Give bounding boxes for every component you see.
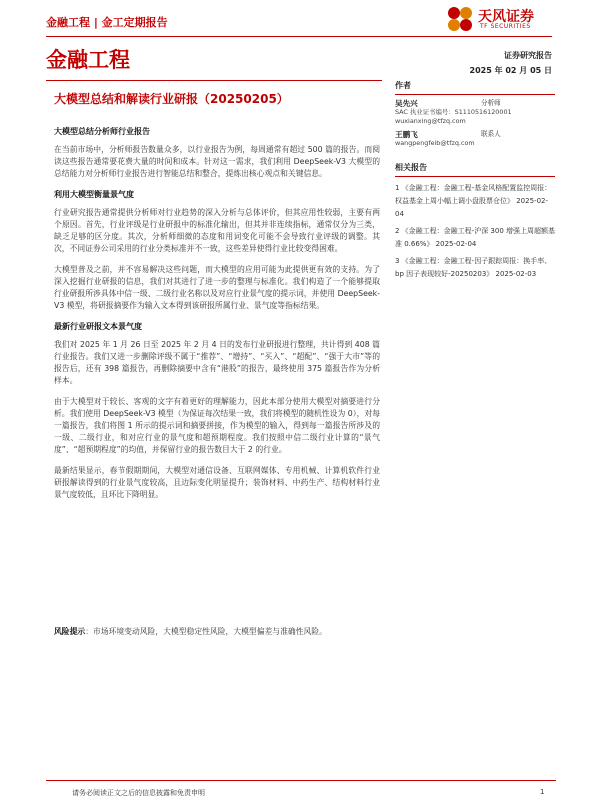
paragraph-sentiment-1: 行业研究报告通常提供分析师对行业趋势的深入分析与总体评价，但其应用性较弱，主要有两个原因。首先，行业评级是行业研报中的标准化输出，但其并非连续指标，通常仅分为三类，缺乏足够的区分度。其次，分析师细微的态度和用词变化可能不会导致行业评级的调整。其次，不同证券公司采用的行业分类标准并不一致，这些差异使得行业比较变得困难。 [54, 208, 380, 253]
report-type: 证券研究报告 [504, 51, 552, 60]
breadcrumb: 金融工程 | 金工定期报告 [46, 16, 168, 29]
related-report-item[interactable]: 1 《金融工程：金融工程-基金风格配置监控周报：权益基金上周小幅上调小盘股票仓位》 2025-02-04 [395, 184, 552, 218]
heading-latest-results: 最新行业研报文本景气度 [54, 322, 142, 331]
company-logo [446, 5, 556, 33]
report-date: 2025 年 02 月 05 日 [469, 66, 552, 75]
related-report-item[interactable]: 3 《金融工程：金融工程-因子跟踪周报：换手率、bp 因子表现较好-20250203》 2025-02-03 [395, 257, 552, 278]
analyst-email[interactable]: wangpengfeib@tfzq.com [395, 139, 475, 147]
paragraph-results-1: 我们对 2025 年 1 月 26 日至 2025 年 2 月 4 日的发布行业研报进行整理，共计得到 408 篇行业报告。我们又进一步删除评级不属于“推荐”、“增持”、“买入”、“超配”、“强于大市”等的报告后，还有 398 篇报告，再删除摘要中含有“港股”的报告，最终使用 375 篇报告作为分析样本。 [54, 340, 380, 385]
logo-mark-icon [446, 5, 474, 33]
sidebar [395, 80, 555, 285]
report-title: 大模型总结和解读行业研报（20250205） [54, 92, 289, 106]
risk-label: 风险提示 [54, 627, 86, 636]
paragraph-sentiment-2: 大模型普及之前，并不容易解决这些问题，而大模型的应用可能为此提供更有效的支持。为了深入挖掘行业研报的信息，我们对其进行了进一步的整理与标准化。我们构造了一个能够提取行业研报所涉具体中信一级、二级行业名称以及对应行业景气度的提示词，并使用 DeepSeek-V3 模型，将研报摘要作为输入文本得到该研报所属行业、景气度等指标结果。 [54, 265, 380, 310]
analyst-name: 王鹏飞 [395, 130, 418, 139]
analyst-card [395, 130, 555, 148]
related-reports-label: 相关报告 [395, 162, 555, 177]
footer-disclaimer [46, 788, 205, 798]
heading-summary: 大模型总结分析师行业报告 [54, 127, 150, 136]
title-divider [46, 80, 382, 81]
analyst-name: 吴先兴 [395, 99, 418, 108]
risk-warning [54, 626, 380, 638]
analyst-cert: SAC 执业证书编号：S1110516120001 [395, 108, 512, 116]
related-reports-list [395, 182, 555, 281]
page-number: 1 [540, 788, 545, 796]
related-report-item[interactable]: 2 《金融工程：金融工程-沪深 300 增强上周超额基准 0.66%》 2025-02-04 [395, 227, 556, 248]
analyst-card [395, 99, 555, 126]
main-content [54, 126, 380, 510]
analyst-role: 分析师 [481, 99, 501, 107]
paragraph-summary: 在当前市场中，分析师报告数量众多，以行业报告为例，每周通常有超过 500 篇的报告。而阅读这些报告通常要花费大量的时间和成本。针对这一需求，我们利用 DeepSeek-V3 大模型的总结能力对分析师行业报告进行智能总结和整合，提炼出核心观点和关键信息。 [54, 145, 380, 178]
footer-divider [46, 780, 556, 781]
disclaimer-text: 请务必阅读正文之后的信息披露和免责申明 [72, 789, 205, 797]
paragraph-results-2: 由于大模型对于较长、客观的文字有着更好的理解能力，因此本部分使用大模型对摘要进行分析。我们使用 DeepSeek-V3 模型（为保证每次结果一致，我们将模型的随机性设为 0），对每一篇报告，我们将图 1 所示的提示词和摘要拼接，作为模型的输入，得到每一篇报告所涉及的一级、二级行业，和对应行业的景气度和超预期程度。我们按照中信二级行业计算的“景气度”、“超预期程度”的均值，并保留行业的报告数目大于 2 的行业。 [54, 397, 380, 454]
header-divider [46, 36, 552, 37]
logo-subtitle: TF SECURITIES [480, 23, 531, 30]
heading-sentiment-method: 利用大模型衡量景气度 [54, 190, 134, 199]
analyst-email[interactable]: wuxianxing@tfzq.com [395, 117, 466, 125]
paragraph-results-3: 最新结果显示，春节假期期间，大模型对通信设备、互联网媒体、专用机械、计算机软件行业研报解读得到的行业景气度较高，且边际变化明显提升；装饰材料、中药生产、结构材料行业景气度较低，且环比下降明显。 [54, 466, 380, 499]
logo-name: 天风证券 [478, 9, 534, 25]
section-title: 金融工程 [46, 48, 130, 72]
analyst-role: 联系人 [481, 130, 501, 138]
risk-text: ：市场环境变动风险，大模型稳定性风险，大模型偏差与准确性风险。 [85, 627, 327, 636]
author-label: 作者 [395, 80, 555, 95]
